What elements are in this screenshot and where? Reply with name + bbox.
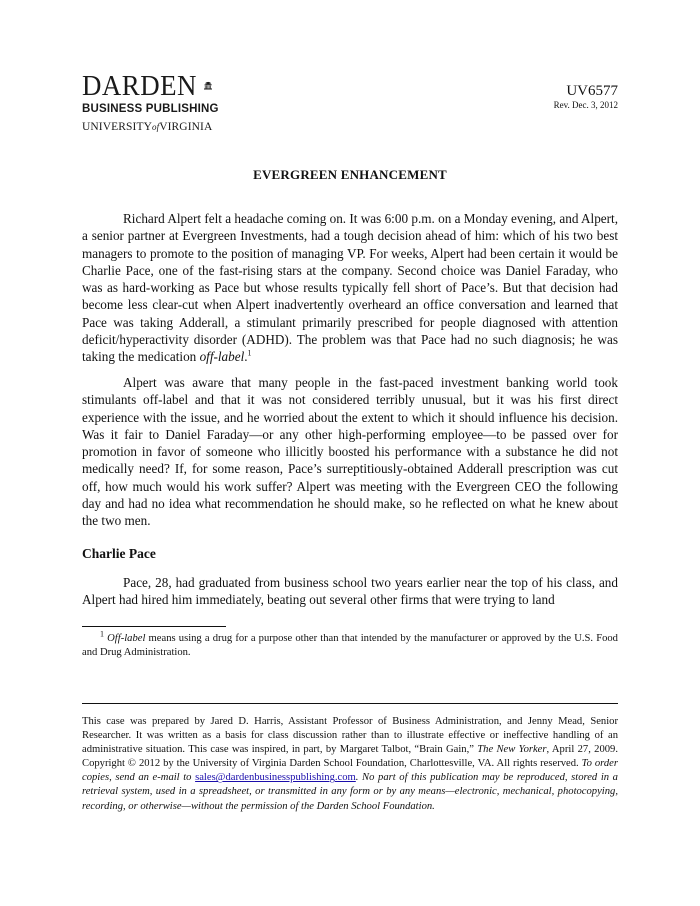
case-note [82, 715, 618, 814]
paragraph-1-end: . [244, 349, 248, 365]
logo-university [82, 121, 212, 133]
case-note-part2: , April 27, 2009. Copyright © 2012 by the University of Virginia Darden School Foundation, Charlottesville, VA. All rights reserved. [82, 744, 619, 770]
case-note-part1: This case was prepared by Jared D. Harris, Assistant Professor of Business Administration, and Jenny Mead, Senior Researcher. It was written as a basis for class discussion rather than to illustrate effective or ineffective handling of an administrative situation. This case was inspired, in part, by Margaret Talbot, “Brain Gain,” [82, 716, 618, 756]
paragraph-2: Alpert was aware that many people in the fast-paced investment banking world took stimulants off-label and that it was not considered terribly unusual, but it was his first direct experience with the issue, and he worried about the extent to which it should influence his decision. Was it fair to Daniel Faraday—or any other high-performing employee—to be passed over for promotion in favor of someone who illicitly boosted his performance with a substance he did not medically need? If, for some reason, Pace’s surreptitiously-obtained Adderall prescription was cut off, how much would his work suffer? Alpert was meeting with the Evergreen CEO the following day and had no idea what recommendation he should make, so he reflected on what he knew about the two men. [82, 375, 618, 529]
footnote-reference: 1 [247, 348, 252, 358]
logo-university-of: of [152, 122, 160, 132]
case-number: UV6577 [566, 83, 618, 99]
footnote-divider [82, 626, 226, 627]
footnote-term: Off-label [107, 633, 146, 644]
logo-top-row [82, 72, 212, 100]
logo-business-publishing: BUSINESS PUBLISHING [82, 103, 219, 115]
paragraph-1-italic-term: off-label [199, 349, 245, 365]
paragraph-1 [82, 210, 618, 366]
section-heading: Charlie Pace [82, 546, 156, 561]
darden-logo [82, 71, 219, 133]
case-note-magazine: The New Yorker [477, 744, 547, 756]
case-note-order-text: To order copies, send an e-mail to [82, 758, 619, 784]
case-note-rights-text: . No part of this publication may be reproduced, stored in a retrieval system, used in a spreadsheet, or transmitted in any form or by any means—electronic, mechanical, photocopying, recording, or otherwise—without the permission of the Darden School Foundation. [82, 772, 618, 812]
logo-university-suffix: VIRGINIA [159, 121, 213, 133]
paragraph-1-text: Richard Alpert felt a headache coming on. It was 6:00 p.m. on a Monday evening, and Alpert, a senior partner at Evergreen Investments, had a tough decision ahead of him: which of his two best managers to promote to the position of managing VP. For weeks, Alpert had been certain it would be Charlie Pace, one of the fast-rising stars at the company. Second choice was Daniel Faraday, who was as hard-working as Pace but whose results typically fell short of Pace’s. But that decision had become less clear-cut when Alpert inadvertently overheard an office conversation and learned that Pace was taking Adderall, a stimulant primarily prescribed for people diagnosed with attention deficit/hyperactivity disorder (ADHD). The problem was that Pace had no such diagnosis; he was taking the medication [82, 211, 618, 365]
document-title: EVERGREEN ENHANCEMENT [253, 167, 447, 182]
revision-date: Rev. Dec. 3, 2012 [553, 100, 618, 110]
rotunda-icon [204, 72, 212, 98]
paragraph-3: Pace, 28, had graduated from business school two years earlier near the top of his class, and Alpert had hired him immediately, beating out several other firms that were trying to land [82, 575, 618, 608]
logo-darden-text: DARDEN [82, 71, 197, 102]
footnote-text: means using a drug for a purpose other than that intended by the manufacturer or approved by the U.S. Food and Drug Administration. [82, 633, 618, 658]
logo-university-prefix: UNIVERSITY [82, 121, 152, 133]
footnote [82, 629, 618, 660]
footnote-number: 1 [100, 629, 104, 639]
order-email-link[interactable]: sales@dardenbusinesspublishing.com [195, 772, 356, 784]
case-note-divider [82, 703, 618, 704]
